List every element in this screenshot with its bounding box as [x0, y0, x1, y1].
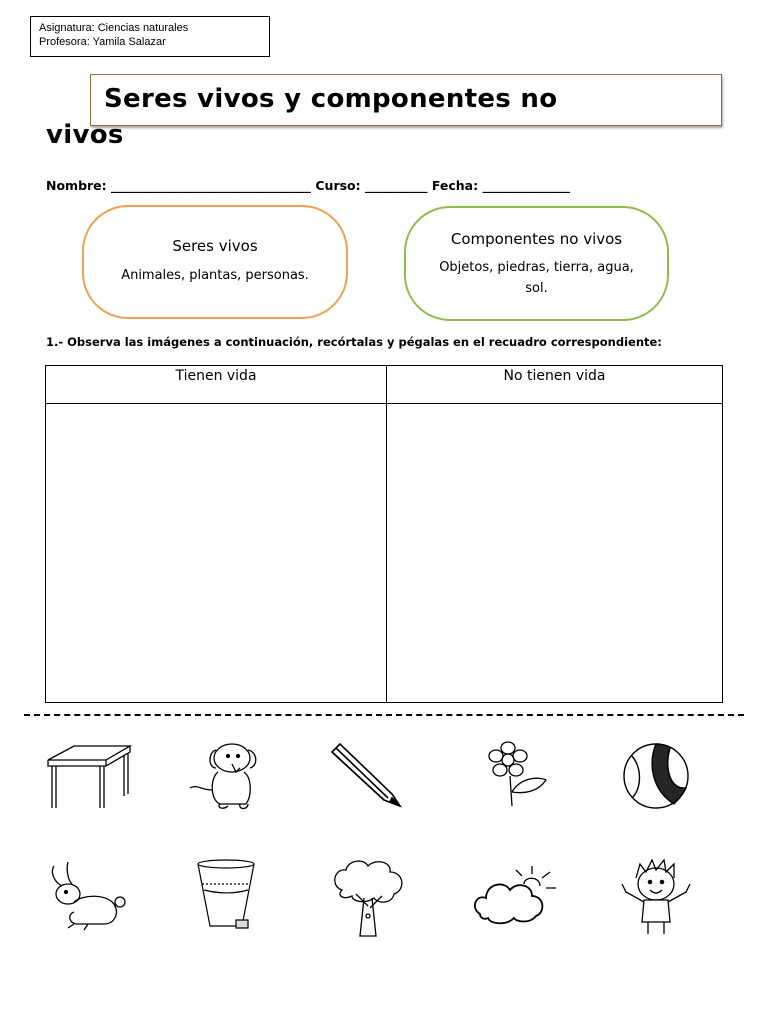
rabbit-icon: [44, 858, 134, 938]
header-living: Tienen vida: [46, 366, 387, 404]
boy-icon: [612, 858, 702, 938]
table-header-row: [46, 366, 723, 404]
table-icon: [44, 738, 134, 818]
instruction-text: 1.- Observa las imágenes a continuación, recórtalas y pégalas en el recuadro correspondiente:: [46, 335, 662, 349]
title-line-2: vivos: [46, 120, 124, 150]
glass-of-water-icon: [190, 858, 280, 938]
living-beings-box: [82, 205, 348, 319]
living-paste-area: [46, 404, 387, 703]
nonliving-components-box: [404, 206, 669, 321]
cut-line: [24, 714, 744, 716]
header-nonliving: No tienen vida: [387, 366, 723, 404]
living-box-description: Animales, plantas, personas.: [121, 268, 309, 283]
student-info-line: Nombre: ________________________________ Curso: __________ Fecha: ______________: [46, 178, 570, 193]
teacher-label: Profesora: Yamila Salazar: [39, 36, 166, 48]
subject-label: Asignatura: Ciencias naturales: [39, 22, 189, 34]
puppy-icon: [180, 738, 270, 818]
flower-icon: [468, 738, 558, 818]
sun-cloud-icon: [470, 858, 560, 938]
beach-ball-icon: [612, 738, 702, 818]
tree-icon: [326, 858, 416, 938]
page-title: [46, 81, 706, 153]
sorting-table: [45, 365, 723, 703]
nonliving-paste-area: [387, 404, 723, 703]
nonliving-box-title: Componentes no vivos: [450, 230, 623, 248]
header-info-box: [30, 16, 270, 57]
title-line-1: Seres vivos y componentes no: [104, 84, 558, 114]
nonliving-box-description: [406, 257, 667, 299]
living-box-title: Seres vivos: [172, 237, 258, 255]
pencil-icon: [322, 738, 412, 818]
nonliving-description-line-2: sol.: [525, 281, 548, 296]
table-row: [46, 404, 723, 703]
nonliving-description-line-1: Objetos, piedras, tierra, agua,: [439, 260, 634, 275]
